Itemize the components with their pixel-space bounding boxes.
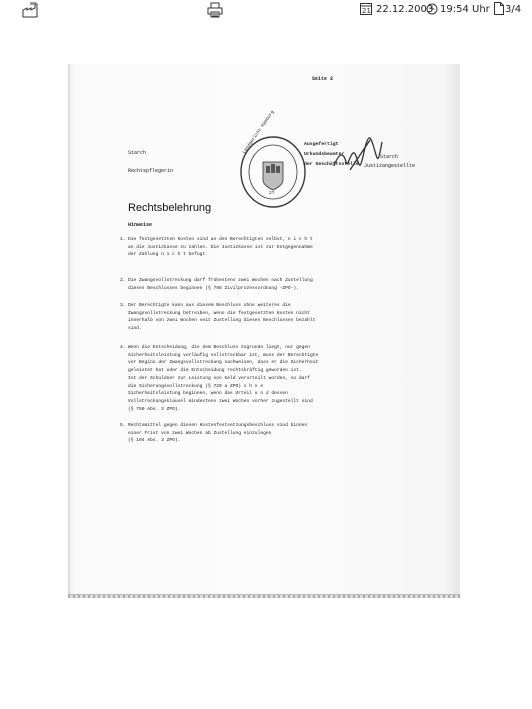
seal-text-court: Landgericht Hamburg bbox=[242, 109, 276, 155]
text-line: (§ 104 Abs. 3 ZPO). bbox=[128, 438, 181, 444]
text-line: dieses Beschlusses beginnen (§ 798 Zivilprozessordnung -ZPO-). bbox=[128, 285, 299, 291]
instruction-2 bbox=[120, 277, 418, 292]
text-line: Rechtsmittel gegen diesen Kostenfestsetzungsbeschluss sind binnen bbox=[128, 423, 308, 428]
signer-role: Rechtspflegerin bbox=[128, 168, 174, 174]
fax-page-count: 3/4 bbox=[505, 4, 522, 15]
text-line: an die Justizkasse zu zahlen. Die Justizkasse ist zur Entgegennahme bbox=[128, 244, 313, 250]
instruction-number: 1. bbox=[120, 237, 126, 242]
text-line: Ist der Schuldner zur Leistung von Geld verurteilt worden, so darf bbox=[128, 375, 310, 381]
section-heading: Rechtsbelehrung bbox=[128, 202, 212, 214]
text-line: Die Zwangsvollstreckung darf frühestens zwei Wochen nach Zustellung bbox=[128, 278, 313, 283]
text-line: Der Berechtigte kann aus diesem Beschluss ohne weiteres die bbox=[128, 303, 291, 308]
text-line: geleistet hat oder die Entscheidung rechtskräftig geworden ist. bbox=[128, 368, 302, 374]
fax-date: 22.12.2003 bbox=[376, 4, 434, 15]
fax-time: 19:54 Uhr bbox=[440, 4, 490, 15]
cert-office: der Geschäftsstelle bbox=[304, 162, 359, 167]
clock-icon bbox=[426, 2, 438, 20]
section-subheading: Hinweise bbox=[128, 222, 153, 228]
cert-official: Urkundsbeamter bbox=[304, 152, 345, 157]
cert-role: Justizangestellte bbox=[364, 163, 416, 169]
factory-icon bbox=[22, 2, 38, 23]
fax-header-bar bbox=[0, 0, 532, 22]
instruction-3 bbox=[120, 302, 418, 333]
scanned-page bbox=[68, 64, 460, 596]
calendar-icon bbox=[360, 2, 372, 20]
seal-number: 27 bbox=[269, 191, 275, 196]
instruction-4 bbox=[120, 344, 418, 413]
text-line: Die festgesetzten Kosten sind an den Berechtigten selbst, n i c h t bbox=[128, 237, 313, 242]
printer-icon bbox=[207, 2, 223, 23]
text-line: vor Beginn der Zwangsvollstreckung nachweisen, dass er die Sicherheit bbox=[128, 360, 319, 366]
instruction-5 bbox=[120, 422, 418, 445]
instruction-number: 4. bbox=[120, 345, 126, 350]
page-label: Seite 2 bbox=[312, 76, 334, 82]
instruction-1 bbox=[120, 236, 418, 259]
text-line: einer Frist von zwei Wochen ab Zustellung einzulegen bbox=[128, 430, 272, 436]
handwritten-signature bbox=[330, 130, 390, 180]
instruction-number: 3. bbox=[120, 303, 126, 308]
svg-text:21: 21 bbox=[362, 7, 371, 15]
text-line: Sicherheitsleistung vorläufig vollstreckbar ist, muss der Berechtigte bbox=[128, 352, 319, 358]
cert-title: Ausgefertigt bbox=[304, 142, 339, 147]
text-line: Wenn die Entscheidung, die dem Beschluss zugrunde liegt, nur gegen bbox=[128, 345, 310, 350]
text-line: Zwangsvollstreckung betreiben, wenn die festgesetzten Kosten nicht bbox=[128, 310, 310, 316]
text-line: innerhalb von zwei Wochen seit Zustellung dieses Beschlusses bezahlt bbox=[128, 318, 316, 324]
text-line: sind. bbox=[128, 326, 142, 332]
text-line: Sicherheitsleistung beginnen, wenn das Urteil u n d dessen bbox=[128, 391, 288, 397]
instruction-number: 2. bbox=[120, 278, 126, 283]
text-line: Vollstreckungsklausel mindestens zwei Wochen vorher zugestellt sind bbox=[128, 398, 313, 404]
instruction-number: 5. bbox=[120, 423, 126, 428]
cert-name: Starch bbox=[380, 154, 399, 160]
text-line: der Zahlung n i c h t befugt. bbox=[128, 252, 208, 258]
court-seal bbox=[238, 109, 308, 210]
signer-name: Starch bbox=[128, 150, 147, 156]
text-line: die Sicherungsvollstreckung (§ 720 a ZPO) o h n e bbox=[128, 383, 264, 389]
text-line: (§ 750 Abs. 3 ZPO). bbox=[128, 406, 181, 412]
page-icon bbox=[494, 2, 504, 20]
